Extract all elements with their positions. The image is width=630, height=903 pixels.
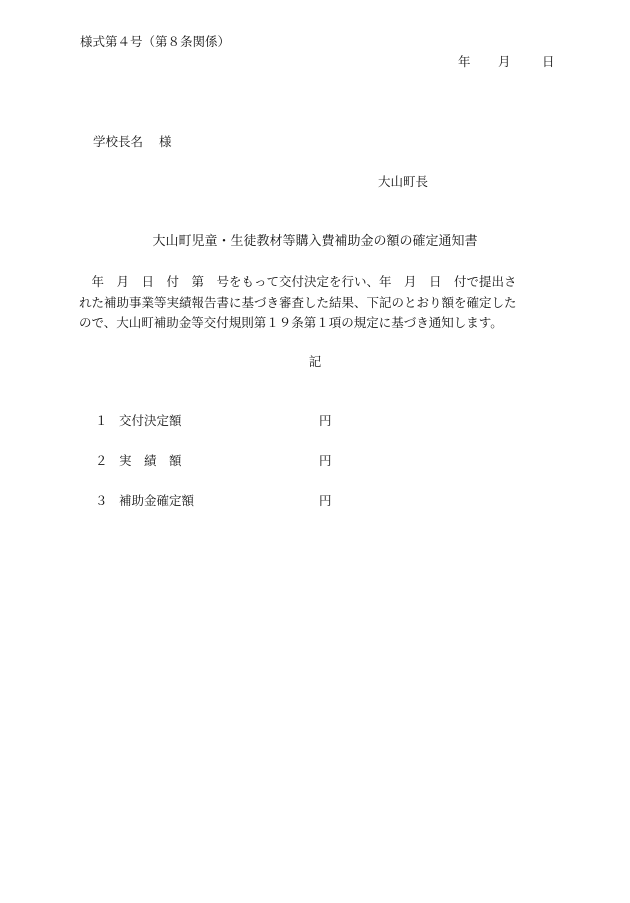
body-line-1: 年 月 日 付 第 号をもって交付決定を行い、年 月 日 付で提出さ	[79, 274, 517, 289]
item-label: 実 績 額	[119, 453, 182, 468]
body-line-2: れた補助事業等実績報告書に基づき審査した結果、下記のとおり額を確定した	[79, 294, 517, 310]
body-paragraph	[79, 272, 554, 334]
item-unit: 円	[319, 493, 332, 508]
recipient-honorific: 様	[159, 134, 172, 149]
list-item	[95, 455, 332, 468]
ki-heading: 記	[308, 354, 322, 369]
date-line	[458, 56, 553, 69]
item-unit: 円	[319, 413, 332, 428]
item-number: ３	[95, 493, 108, 508]
form-number: 様式第４号（第８条関係）	[80, 34, 231, 49]
date-year-label: 年	[458, 54, 471, 69]
body-line-3: ので、大山町補助金等交付規則第１９条第１項の規定に基づき通知します。	[79, 315, 503, 330]
sender-name: 大山町長	[378, 174, 429, 189]
item-unit: 円	[319, 453, 332, 468]
recipient-line	[93, 136, 172, 149]
item-label: 交付決定額	[119, 413, 182, 428]
date-day-label: 日	[542, 54, 555, 69]
list-item	[95, 495, 332, 508]
item-number: １	[95, 413, 108, 428]
date-month-label: 月	[498, 54, 511, 69]
item-label: 補助金確定額	[119, 493, 195, 508]
document-title: 大山町児童・生徒教材等購入費補助金の額の確定通知書	[152, 234, 478, 249]
list-item	[95, 415, 332, 428]
item-number: ２	[95, 453, 108, 468]
recipient-name: 学校長名	[93, 134, 144, 149]
